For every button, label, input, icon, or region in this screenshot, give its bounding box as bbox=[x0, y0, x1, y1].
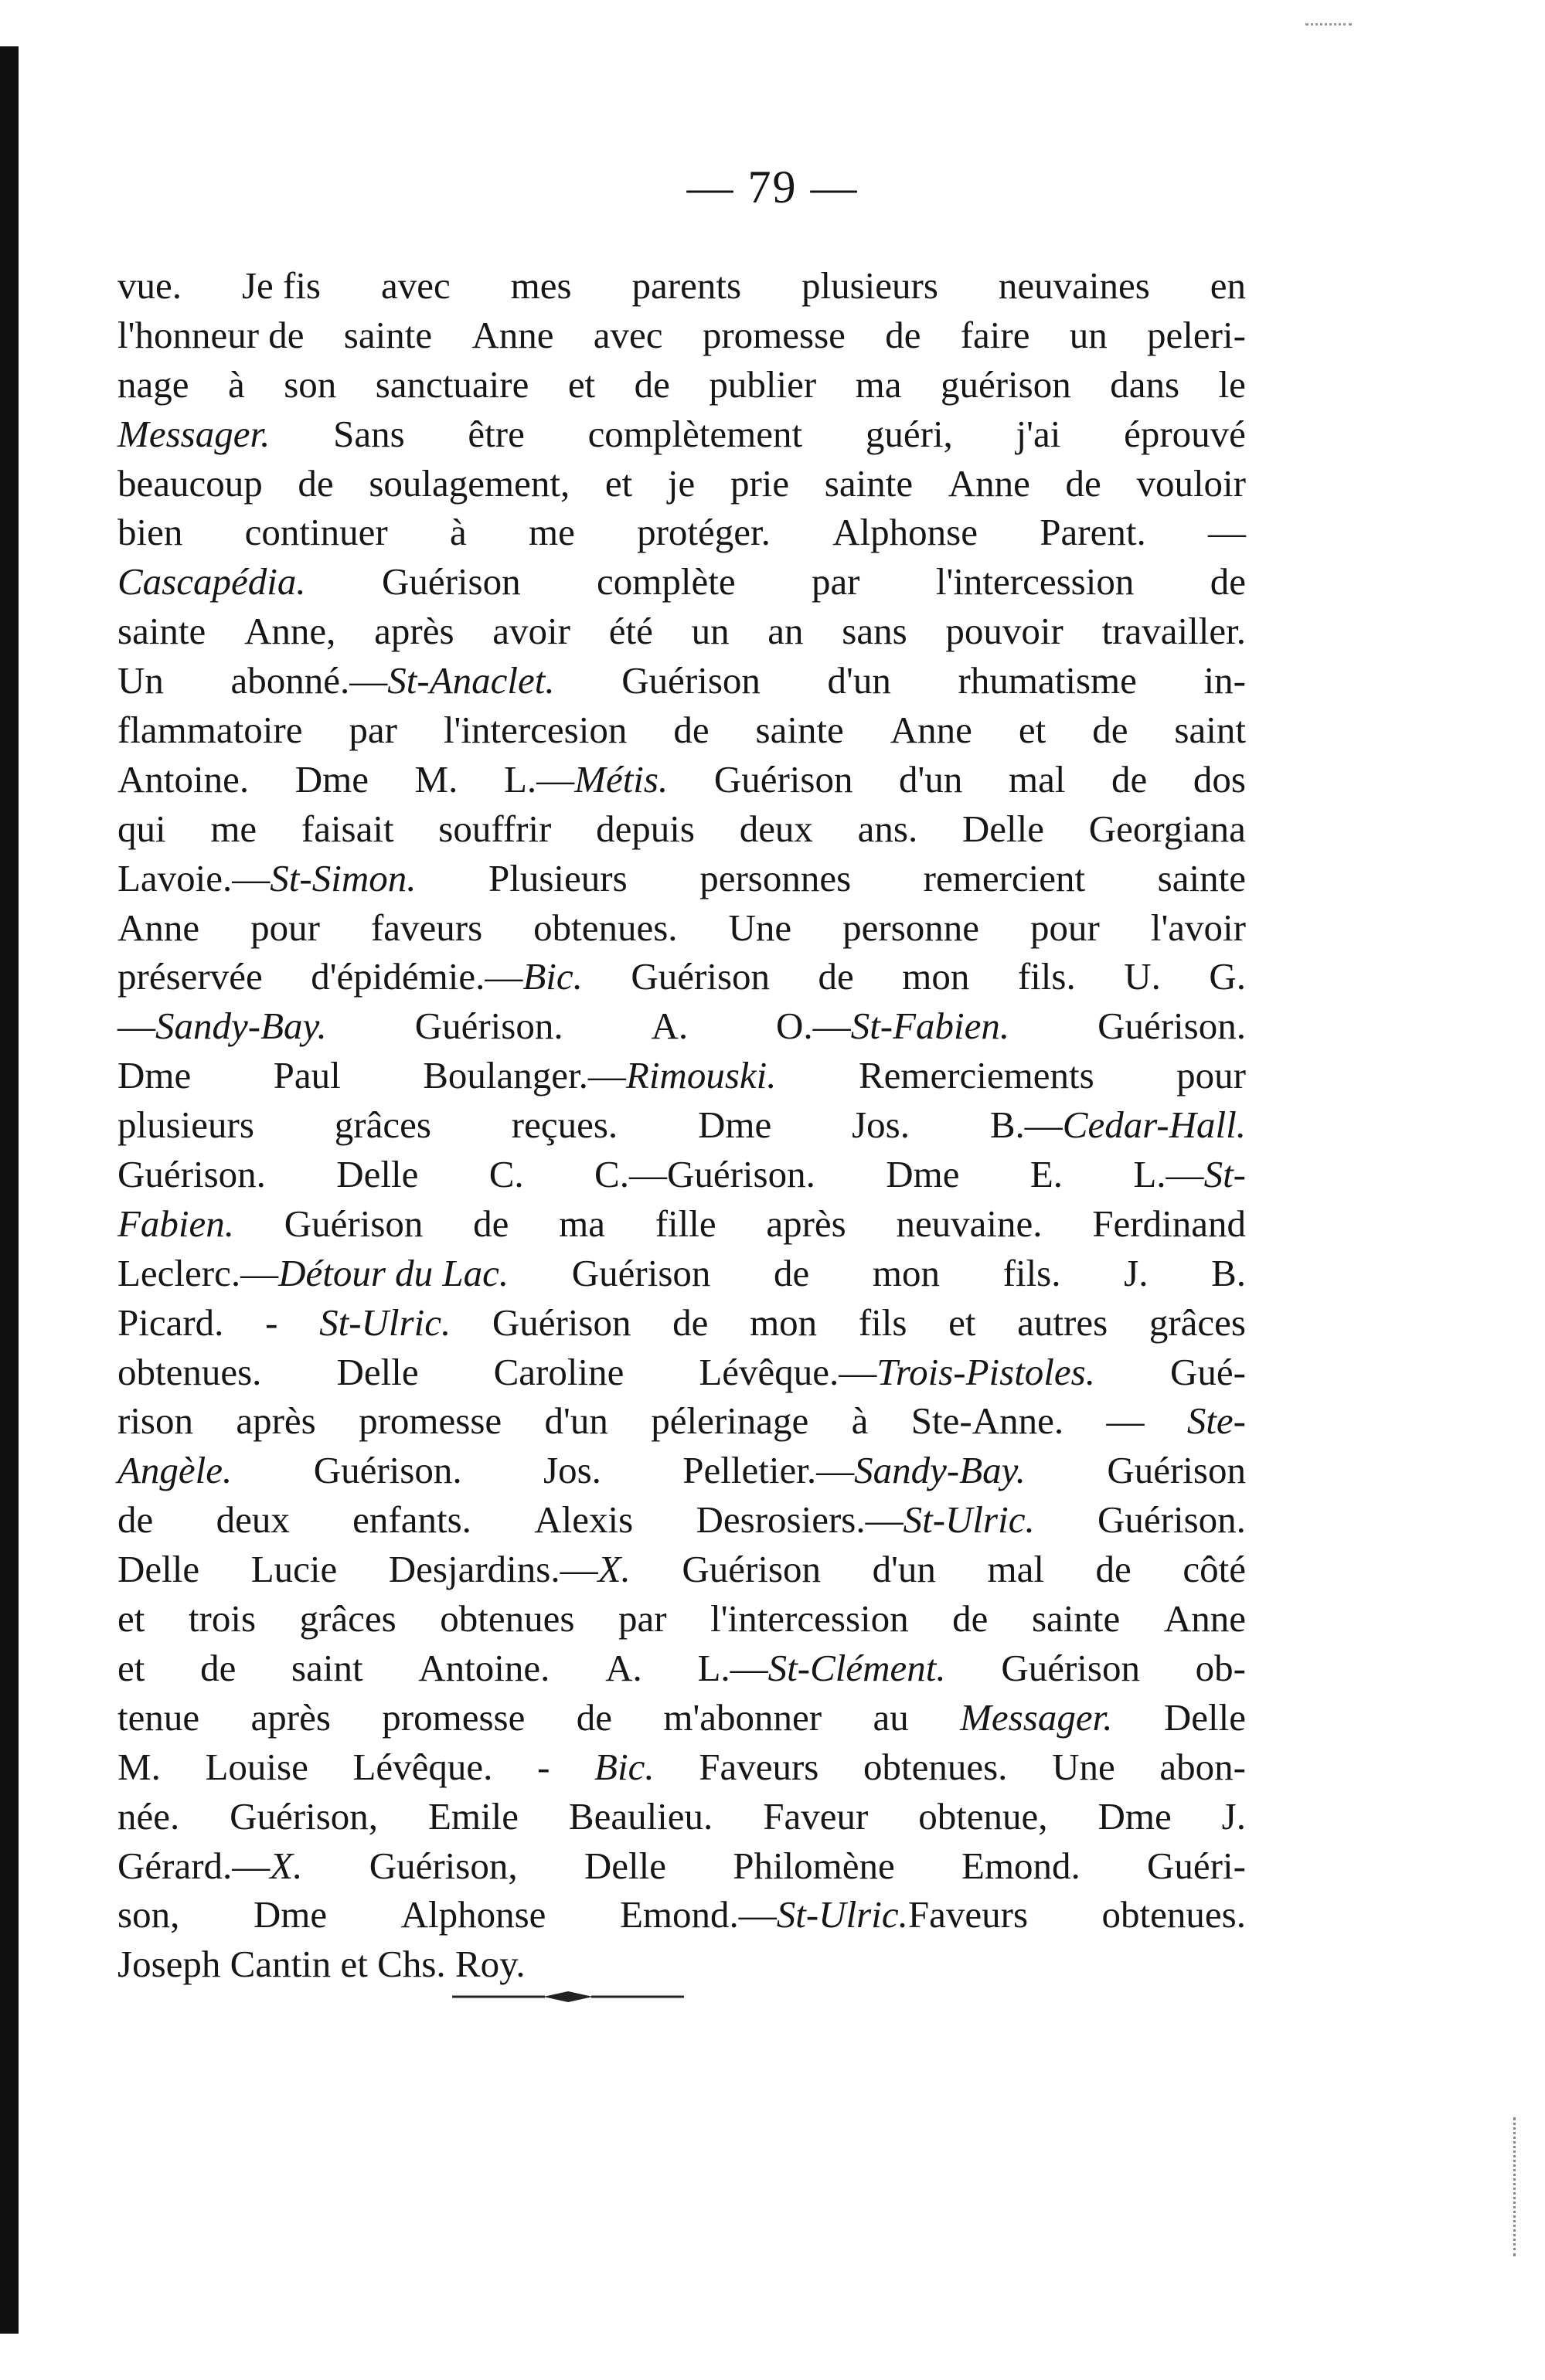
text-line bbox=[117, 311, 1246, 360]
text-segment: de bbox=[673, 709, 710, 752]
text-segment: me bbox=[528, 511, 575, 554]
text-line bbox=[117, 1298, 1246, 1348]
text-line bbox=[117, 1940, 1246, 1989]
text-segment: Anne bbox=[948, 461, 1030, 505]
text-segment: Anne bbox=[1163, 1597, 1246, 1640]
text-segment: Guérison bbox=[1107, 1449, 1246, 1492]
text-segment: l'intercesion bbox=[443, 709, 628, 752]
text-segment: Delle bbox=[336, 1153, 419, 1196]
text-segment: Lévêque.—Trois-Pistoles. bbox=[699, 1350, 1095, 1393]
text-segment: obtenues. bbox=[117, 1350, 262, 1393]
text-segment: plusieurs bbox=[117, 1103, 254, 1147]
text-segment: O.—St-Fabien. bbox=[776, 1005, 1010, 1048]
text-segment: Ferdinand bbox=[1092, 1202, 1246, 1245]
text-segment: Alexis bbox=[534, 1498, 634, 1542]
text-segment: parents bbox=[631, 264, 742, 307]
page-binding-edge bbox=[0, 46, 19, 2334]
text-segment: fils bbox=[858, 1300, 907, 1344]
text-line bbox=[117, 1792, 1246, 1841]
text-segment: souffrir bbox=[438, 807, 552, 850]
text-segment: Guérison bbox=[1001, 1646, 1140, 1689]
text-segment: Dme bbox=[117, 1054, 192, 1097]
text-segment: J. bbox=[1124, 1251, 1149, 1294]
text-segment: de bbox=[885, 313, 921, 356]
text-segment: mes bbox=[510, 264, 572, 307]
text-segment: Guérison bbox=[492, 1300, 631, 1344]
text-segment: — bbox=[1106, 1399, 1145, 1443]
text-segment: avec bbox=[593, 313, 663, 356]
text-segment: grâces bbox=[1149, 1300, 1246, 1344]
text-segment: Lavoie.—St-Simon. bbox=[117, 856, 417, 899]
text-segment: remercient bbox=[923, 856, 1086, 899]
text-segment: L.—St-Clément. bbox=[697, 1646, 946, 1689]
text-line bbox=[117, 1594, 1246, 1644]
text-segment: Guérison bbox=[682, 1548, 822, 1591]
text-segment: Guérison bbox=[571, 1251, 711, 1294]
text-segment: Desrosiers.—St-Ulric. bbox=[696, 1498, 1035, 1542]
text-segment: J. bbox=[1221, 1794, 1246, 1838]
text-segment: Picard. bbox=[117, 1300, 224, 1344]
text-segment: après bbox=[766, 1202, 846, 1245]
text-segment: Anne bbox=[890, 709, 972, 752]
text-segment: continuer bbox=[244, 511, 388, 554]
text-segment: Jos. bbox=[543, 1449, 601, 1492]
text-segment: obtenue, bbox=[918, 1794, 1048, 1838]
text-segment: Cascapédia. bbox=[117, 560, 306, 604]
text-line bbox=[117, 755, 1246, 804]
text-segment: —Sandy-Bay. bbox=[117, 1005, 327, 1048]
text-segment: d'un bbox=[544, 1399, 608, 1443]
text-segment: promesse bbox=[702, 313, 846, 356]
text-segment: mal bbox=[1008, 757, 1066, 801]
text-line bbox=[117, 1001, 1246, 1051]
text-line bbox=[117, 261, 1246, 311]
text-segment: et bbox=[117, 1597, 145, 1640]
text-segment: autres bbox=[1017, 1300, 1108, 1344]
text-segment: abon- bbox=[1159, 1745, 1246, 1788]
text-segment: et bbox=[567, 362, 596, 406]
text-segment: de bbox=[473, 1202, 509, 1245]
text-line bbox=[117, 1446, 1246, 1495]
text-segment: de bbox=[634, 362, 670, 406]
text-segment: Messager. bbox=[960, 1695, 1113, 1739]
text-segment: Faveurs bbox=[699, 1745, 819, 1788]
text-line bbox=[117, 952, 1246, 1001]
text-segment: mon bbox=[872, 1251, 941, 1294]
text-segment: G. bbox=[1209, 955, 1246, 998]
text-segment: pour bbox=[250, 906, 320, 949]
text-segment: par bbox=[349, 709, 397, 752]
text-segment: in- bbox=[1203, 659, 1246, 702]
text-segment: l'intercession bbox=[935, 560, 1135, 604]
text-segment: Anne bbox=[117, 906, 200, 949]
text-segment: de bbox=[576, 1695, 612, 1739]
text-segment: grâces bbox=[334, 1103, 431, 1147]
text-segment: E. bbox=[1029, 1153, 1063, 1196]
text-segment: neuvaine. bbox=[896, 1202, 1043, 1245]
text-segment: Guérison bbox=[621, 659, 761, 702]
text-segment: de bbox=[774, 1251, 810, 1294]
text-segment: après bbox=[374, 610, 454, 653]
text-segment: et bbox=[604, 461, 633, 505]
text-segment: de bbox=[117, 1498, 154, 1542]
text-segment: depuis bbox=[596, 807, 695, 850]
text-segment: de bbox=[200, 1646, 237, 1689]
text-segment: j'ai bbox=[1016, 412, 1061, 455]
text-segment: Guéri- bbox=[1147, 1844, 1246, 1887]
text-segment: être bbox=[468, 412, 525, 455]
text-segment: C.—Guérison. bbox=[594, 1153, 815, 1196]
text-segment: saint bbox=[1174, 709, 1246, 752]
text-segment: C. bbox=[488, 1153, 524, 1196]
text-segment: M. bbox=[117, 1745, 161, 1788]
text-line bbox=[117, 1051, 1246, 1100]
text-segment: à bbox=[851, 1399, 869, 1443]
text-segment: sainte bbox=[755, 709, 844, 752]
text-line bbox=[117, 1890, 1246, 1940]
text-line bbox=[117, 1249, 1246, 1298]
text-segment: l'avoir bbox=[1150, 906, 1246, 949]
text-segment: an bbox=[767, 610, 804, 653]
text-segment: Guérison. bbox=[414, 1005, 563, 1048]
text-line bbox=[117, 607, 1246, 656]
text-segment: fils. bbox=[1002, 1251, 1061, 1294]
text-segment: tenue bbox=[117, 1695, 200, 1739]
text-segment: Guérison, bbox=[369, 1844, 518, 1887]
text-segment: sainte bbox=[824, 461, 914, 505]
text-segment: Jos. bbox=[852, 1103, 910, 1147]
text-segment: rison bbox=[117, 1399, 193, 1443]
text-segment: A. bbox=[605, 1646, 642, 1689]
text-segment: Delle bbox=[1163, 1695, 1246, 1739]
text-segment: Ste- bbox=[1186, 1399, 1246, 1443]
text-segment: Dme bbox=[253, 1893, 328, 1936]
text-segment: rhumatisme bbox=[958, 659, 1137, 702]
text-segment: obtenues. bbox=[863, 1745, 1008, 1788]
text-segment: et bbox=[948, 1300, 976, 1344]
text-line bbox=[117, 1348, 1246, 1397]
text-segment: Alphonse bbox=[832, 511, 978, 554]
text-segment: Parent. bbox=[1040, 511, 1146, 554]
text-segment: Plusieurs bbox=[488, 856, 628, 899]
text-line bbox=[117, 656, 1246, 706]
text-segment: d'un bbox=[872, 1548, 936, 1591]
body-text bbox=[117, 261, 1246, 1989]
text-line bbox=[117, 854, 1246, 903]
text-line bbox=[117, 1841, 1246, 1891]
text-segment: neuvaines bbox=[998, 264, 1150, 307]
end-ornament bbox=[452, 1987, 684, 2006]
text-segment: Guérison, bbox=[230, 1794, 379, 1838]
text-segment: Louise bbox=[205, 1745, 308, 1788]
text-segment: ma bbox=[855, 362, 902, 406]
text-segment: au bbox=[873, 1695, 909, 1739]
text-segment: Guérison. bbox=[1097, 1498, 1246, 1542]
text-line bbox=[117, 903, 1246, 953]
text-segment: Emond. bbox=[961, 1844, 1080, 1887]
text-segment: - bbox=[537, 1745, 550, 1788]
text-segment: dos bbox=[1193, 757, 1246, 801]
text-segment: U. bbox=[1124, 955, 1161, 998]
text-segment: Dme bbox=[698, 1103, 772, 1147]
text-line bbox=[117, 508, 1246, 557]
text-segment: son, bbox=[117, 1893, 180, 1936]
text-segment: Anne, bbox=[244, 610, 336, 653]
text-line bbox=[117, 459, 1246, 508]
text-segment: d'un bbox=[899, 757, 963, 801]
text-segment: enfants. bbox=[352, 1498, 471, 1542]
text-segment: travailler. bbox=[1101, 610, 1246, 653]
text-segment: par bbox=[618, 1597, 667, 1640]
text-segment: B. bbox=[1211, 1251, 1246, 1294]
text-segment: Une bbox=[728, 906, 792, 949]
text-segment: peleri- bbox=[1147, 313, 1246, 356]
text-segment: Antoine. bbox=[117, 757, 250, 801]
text-segment: Guérison bbox=[381, 560, 521, 604]
text-segment: abonné.—St-Anaclet. bbox=[230, 659, 555, 702]
text-segment: Angèle. bbox=[117, 1449, 233, 1492]
text-segment: Guérison bbox=[284, 1202, 424, 1245]
text-segment: Delle bbox=[961, 807, 1045, 850]
text-line bbox=[117, 410, 1246, 459]
text-segment: Je fis bbox=[241, 264, 322, 307]
text-segment: prie bbox=[730, 461, 790, 505]
text-segment: après bbox=[236, 1399, 316, 1443]
text-line bbox=[117, 1199, 1246, 1249]
text-segment: Guérison. bbox=[1097, 1005, 1246, 1048]
scan-specks bbox=[1305, 23, 1352, 30]
page-number: — 79 — bbox=[686, 162, 859, 212]
text-segment: saint bbox=[291, 1646, 363, 1689]
text-segment: Delle bbox=[336, 1350, 419, 1393]
text-segment: et bbox=[1018, 709, 1046, 752]
text-segment: Bic. bbox=[594, 1745, 655, 1788]
text-segment: après bbox=[250, 1695, 331, 1739]
text-segment: Joseph Cantin et Chs. Roy. bbox=[117, 1943, 526, 1986]
text-segment: vouloir bbox=[1136, 461, 1246, 505]
text-segment: Gérard.—X. bbox=[117, 1844, 303, 1887]
text-segment: Fabien. bbox=[117, 1202, 235, 1245]
text-segment: faire bbox=[960, 313, 1030, 356]
text-segment: à bbox=[449, 511, 467, 554]
text-segment: Ste-Anne. bbox=[910, 1399, 1064, 1443]
text-segment: Boulanger.—Rimouski. bbox=[423, 1054, 777, 1097]
text-segment: Alphonse bbox=[400, 1893, 546, 1936]
text-segment: deux bbox=[216, 1498, 290, 1542]
text-segment: pouvoir bbox=[945, 610, 1063, 653]
text-segment: sainte bbox=[117, 610, 206, 653]
scan-edge-marks bbox=[1513, 2117, 1533, 2256]
text-segment: avoir bbox=[492, 610, 570, 653]
text-segment: Gué- bbox=[1170, 1350, 1246, 1393]
text-segment: sanctuaire bbox=[375, 362, 529, 406]
text-segment: promesse bbox=[382, 1695, 526, 1739]
text-line bbox=[117, 1742, 1246, 1792]
text-segment: L.—St- bbox=[1133, 1153, 1246, 1196]
text-segment: Paul bbox=[273, 1054, 341, 1097]
text-segment: faisait bbox=[301, 807, 394, 850]
text-segment: sainte bbox=[1157, 856, 1246, 899]
text-segment: personnes bbox=[699, 856, 852, 899]
text-segment: L.—Métis. bbox=[503, 757, 669, 801]
text-segment: d'épidémie.—Bic. bbox=[311, 955, 583, 998]
text-segment: obtenues bbox=[440, 1597, 575, 1640]
text-segment: soulagement, bbox=[369, 461, 570, 505]
text-segment: en bbox=[1210, 264, 1246, 307]
text-segment: grâces bbox=[299, 1597, 396, 1640]
text-line bbox=[117, 1396, 1246, 1446]
text-segment: de bbox=[1111, 757, 1148, 801]
text-segment: par bbox=[811, 560, 860, 604]
text-line bbox=[117, 360, 1246, 410]
text-segment: Remerciements bbox=[858, 1054, 1094, 1097]
text-segment: dans bbox=[1110, 362, 1180, 406]
text-segment: sainte bbox=[1031, 1597, 1121, 1640]
text-segment: Guérison. bbox=[117, 1153, 266, 1196]
text-segment: Anne bbox=[471, 313, 554, 356]
text-segment: l'intercession bbox=[710, 1597, 909, 1640]
text-segment: Antoine. bbox=[418, 1646, 550, 1689]
text-segment: nage bbox=[117, 362, 189, 406]
text-segment: l'honneur de bbox=[117, 313, 305, 356]
text-segment: Lévêque. bbox=[352, 1745, 493, 1788]
text-segment: ma bbox=[559, 1202, 605, 1245]
text-segment: le bbox=[1218, 362, 1246, 406]
text-segment: - bbox=[265, 1300, 278, 1344]
text-segment: Georgiana bbox=[1088, 807, 1246, 850]
text-segment: Delle bbox=[584, 1844, 666, 1887]
text-segment: préservée bbox=[117, 955, 263, 998]
text-segment: obtenues. bbox=[533, 906, 678, 949]
text-line bbox=[117, 1693, 1246, 1742]
text-line bbox=[117, 1545, 1246, 1594]
text-segment: ob- bbox=[1195, 1646, 1246, 1689]
text-segment: pour bbox=[1176, 1054, 1246, 1097]
text-segment: obtenues. bbox=[1101, 1893, 1246, 1936]
text-segment: de bbox=[1095, 1548, 1132, 1591]
text-segment: Un bbox=[117, 659, 164, 702]
text-segment: de bbox=[1210, 560, 1246, 604]
text-segment: son bbox=[284, 362, 337, 406]
text-segment: Guérison bbox=[631, 955, 771, 998]
text-segment: vue. bbox=[117, 264, 182, 307]
text-segment: avec bbox=[380, 264, 451, 307]
text-segment: Sans bbox=[333, 412, 405, 455]
text-segment: Beaulieu. bbox=[568, 1794, 713, 1838]
text-segment: complète bbox=[596, 560, 736, 604]
text-segment: trois bbox=[188, 1597, 257, 1640]
text-segment: mon bbox=[750, 1300, 818, 1344]
text-segment: mon bbox=[902, 955, 970, 998]
text-segment: Caroline bbox=[493, 1350, 624, 1393]
text-segment: mal bbox=[987, 1548, 1044, 1591]
text-segment: de bbox=[672, 1300, 709, 1344]
text-segment: Dme bbox=[1097, 1794, 1172, 1838]
text-segment: un bbox=[691, 610, 730, 653]
text-segment: côté bbox=[1183, 1548, 1246, 1591]
text-segment: Pelletier.—Sandy-Bay. bbox=[682, 1449, 1026, 1492]
text-line bbox=[117, 1644, 1246, 1693]
text-segment: St-Ulric. bbox=[319, 1300, 451, 1344]
text-segment: Leclerc.—Détour du Lac. bbox=[117, 1251, 509, 1294]
text-segment: Emond.—St-Ulric.Faveurs bbox=[619, 1893, 1029, 1936]
text-line bbox=[117, 1100, 1246, 1150]
text-segment: Messager. bbox=[117, 412, 271, 455]
text-segment: de bbox=[818, 955, 854, 998]
text-segment: sans bbox=[842, 610, 907, 653]
text-segment: Faveur bbox=[763, 1794, 869, 1838]
text-segment: guéri, bbox=[865, 412, 953, 455]
text-segment: été bbox=[608, 610, 653, 653]
text-segment: M. bbox=[414, 757, 458, 801]
text-segment: ans. bbox=[857, 807, 918, 850]
text-segment: A. bbox=[651, 1005, 689, 1048]
text-segment: Dme bbox=[886, 1153, 960, 1196]
text-segment: faveurs bbox=[370, 906, 483, 949]
text-segment: de bbox=[1065, 461, 1101, 505]
text-segment: de bbox=[952, 1597, 989, 1640]
text-segment: à bbox=[227, 362, 245, 406]
text-segment: flammatoire bbox=[117, 709, 303, 752]
text-segment: de bbox=[298, 461, 334, 505]
text-segment: Desjardins.—X. bbox=[388, 1548, 631, 1591]
text-segment: et bbox=[117, 1646, 145, 1689]
text-segment: éprouvé bbox=[1124, 412, 1246, 455]
text-segment: Dme bbox=[294, 757, 369, 801]
text-segment: protéger. bbox=[637, 511, 771, 554]
text-segment: reçues. bbox=[511, 1103, 618, 1147]
text-segment: — bbox=[1207, 511, 1246, 554]
text-segment: Lucie bbox=[250, 1548, 338, 1591]
text-segment: Delle bbox=[117, 1548, 200, 1591]
text-line bbox=[117, 557, 1246, 607]
text-segment: Guérison. bbox=[313, 1449, 462, 1492]
text-segment: de bbox=[1092, 709, 1128, 752]
text-segment: Emile bbox=[427, 1794, 519, 1838]
text-line bbox=[117, 706, 1246, 755]
text-line bbox=[117, 1495, 1246, 1545]
text-segment: publier bbox=[709, 362, 817, 406]
text-segment: qui bbox=[117, 807, 166, 850]
text-segment: Une bbox=[1052, 1745, 1115, 1788]
text-segment: guérison bbox=[940, 362, 1071, 406]
text-segment: sainte bbox=[343, 313, 433, 356]
text-segment: bien bbox=[117, 511, 183, 554]
text-segment: un bbox=[1069, 313, 1108, 356]
text-segment: plusieurs bbox=[801, 264, 938, 307]
text-segment: fils. bbox=[1017, 955, 1076, 998]
text-segment: deux bbox=[739, 807, 813, 850]
text-segment: me bbox=[210, 807, 257, 850]
text-segment: complètement bbox=[587, 412, 803, 455]
text-line bbox=[117, 1150, 1246, 1199]
text-segment: Guérison bbox=[713, 757, 853, 801]
text-segment: fille bbox=[655, 1202, 716, 1245]
text-segment: B.—Cedar-Hall. bbox=[989, 1103, 1246, 1147]
text-line bbox=[117, 804, 1246, 854]
text-segment: pour bbox=[1030, 906, 1100, 949]
text-segment: d'un bbox=[827, 659, 891, 702]
text-segment: beaucoup bbox=[117, 461, 263, 505]
text-segment: personne bbox=[842, 906, 980, 949]
text-segment: promesse bbox=[359, 1399, 502, 1443]
text-segment: Philomène bbox=[733, 1844, 895, 1887]
text-segment: pélerinage bbox=[651, 1399, 809, 1443]
text-segment: m'abonner bbox=[663, 1695, 822, 1739]
text-segment: je bbox=[667, 461, 696, 505]
text-segment: née. bbox=[117, 1794, 180, 1838]
